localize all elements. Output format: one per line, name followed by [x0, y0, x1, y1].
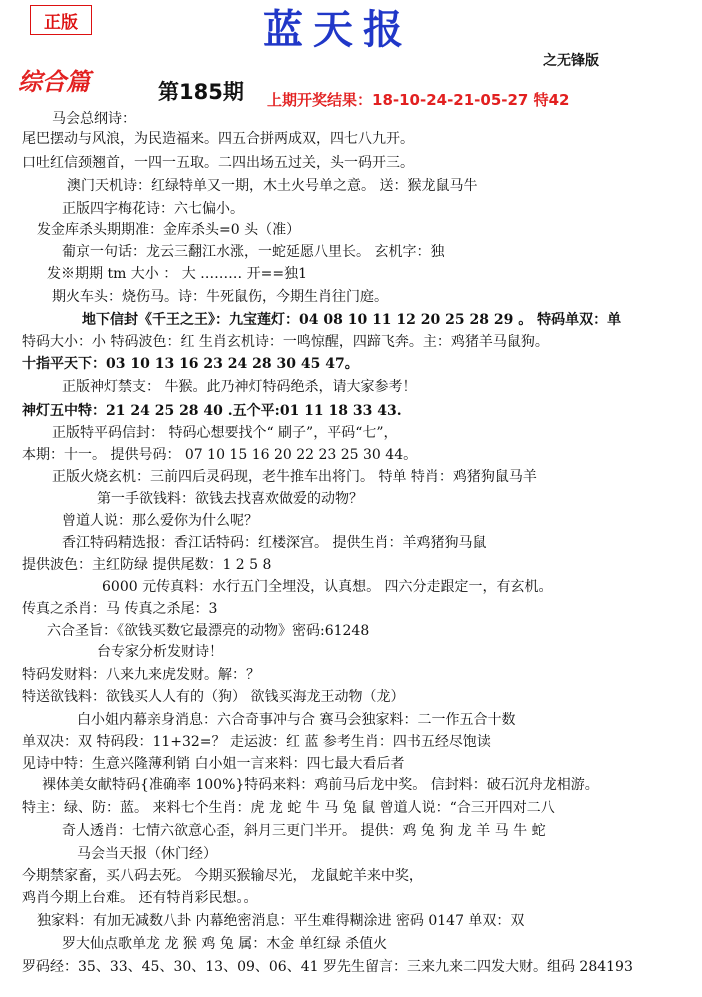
- text-line: 奇人透肖：七情六欲意心歪，斜月三更门半开。 提供：鸡 兔 狗 龙 羊 马 牛 蛇: [62, 823, 546, 839]
- newspaper-title: 蓝天报: [263, 6, 413, 53]
- edition-label: 之无锋版: [543, 53, 599, 69]
- text-line: 见诗中特：生意兴隆薄利销 白小姐一言来料：四七最大看后者: [22, 756, 405, 772]
- text-line: 本期：十一。 提供号码： 07 10 15 16 20 22 23 25 30 44。: [22, 447, 418, 463]
- authentic-badge: 正版: [30, 5, 92, 35]
- text-line: 发金库杀头期期准：金库杀头=0 头（准）: [37, 222, 301, 238]
- text-line: 葡京一句话：龙云三翻江水涨，一蛇延愿八里长。 玄机字：独: [62, 244, 445, 260]
- text-line: 特码大小：小 特码波色：红 生肖玄机诗：一鸣惊醒，四蹄飞奔。主：鸡猪羊马鼠狗。: [22, 334, 549, 350]
- text-line: 马会总纲诗：: [52, 111, 136, 127]
- text-line: 特送欲钱料：欲钱买人人有的（狗） 欲钱买海龙王动物（龙）: [22, 689, 405, 705]
- text-line: 发※期期 tm 大小 ： 大 ……… 开==独1: [47, 266, 307, 282]
- text-line: 曾道人说：那么爱你为什么呢？: [62, 513, 258, 529]
- last-draw-result: 上期开奖结果：18-10-24-21-05-27 特42: [267, 91, 570, 109]
- section-title: 综合篇: [18, 67, 90, 96]
- text-line: 口吐红信颈翘首，一四一五取。二四出场五过关，头一码开三。: [22, 155, 414, 171]
- text-line: 正版四字梅花诗：六七偏小。: [62, 201, 244, 217]
- text-line: 6000 元传真料：水行五门全埋没，认真想。 四六分走跟定一，有玄机。: [102, 579, 553, 595]
- text-line: 传真之杀肖：马 传真之杀尾：3: [22, 601, 218, 617]
- text-line: 正版神灯禁支： 牛猴。此乃神灯特码绝杀，请大家参考！: [62, 379, 417, 395]
- text-line: 香江特码精选报：香江话特码：红楼深宫。 提供生肖：羊鸡猪狗马鼠: [62, 535, 487, 551]
- text-line: 提供波色：主红防绿 提供尾数：1 2 5 8: [22, 557, 272, 573]
- text-line: 澳门天机诗：红绿特单又一期，木土火号单之意。 送：猴龙鼠马牛: [67, 178, 478, 194]
- text-line: 单双决：双 特码段：11+32=？ 走运波：红 蓝 参考生肖：四书五经尽饱读: [22, 734, 491, 750]
- text-line: 六合圣旨：《欲钱买数它最漂亮的动物》密码:61248: [47, 623, 370, 639]
- text-line: 今期禁家畜，买八码去死。 今期买猴输尽光， 龙鼠蛇羊来中奖，: [22, 868, 423, 884]
- text-line: 鸡肖今期上台难。 还有特肖彩民想。。: [22, 890, 258, 906]
- text-line: 尾巴摆动与风浪，为民造福来。四五合拼两成双，四七八九开。: [22, 131, 414, 147]
- issue-number: 第185期: [158, 80, 244, 104]
- text-line: 台专家分析发财诗！: [97, 644, 223, 660]
- text-line: 正版火烧玄机：三前四后灵码现，老牛推车出将门。 特单 特肖：鸡猪狗鼠马羊: [52, 469, 537, 485]
- text-line: 地下信封《千王之王》：九宝莲灯：04 08 10 11 12 20 25 28 29 。 特码单双：单: [82, 312, 622, 328]
- text-line: 特主：绿、防：蓝。 来料七个生肖：虎 龙 蛇 牛 马 兔 鼠 曾道人说：“合三开四对二八: [22, 800, 555, 816]
- text-line: 神灯五中特：21 24 25 28 40 .五个平:01 11 18 33 43.: [22, 403, 402, 419]
- text-line: 正版特平码信封： 特码心想要找个“ 刷子”，平码“七”，: [52, 425, 398, 441]
- text-line: 特码发财料：八来九来虎发财。解：？: [22, 667, 260, 683]
- text-line: 期火车头：烧伤马。诗：牛死鼠伤，今期生肖往门庭。: [52, 289, 388, 305]
- text-line: 独家料：有加无减数八卦 内幕绝密消息：平生难得糊涂进 密码 0147 单双：双: [37, 913, 525, 929]
- text-line: 十指平天下：03 10 13 16 23 24 28 30 45 47。: [22, 356, 359, 372]
- text-line: 罗码经：35、33、45、30、13、09、06、41 罗先生留言：三来九来二四发大财。组码 284193: [22, 959, 633, 975]
- text-line: 马会当天报（休门经）: [77, 846, 217, 862]
- text-line: 白小姐内幕亲身消息：六合奇事冲与合 赛马会独家料：二一作五合十数: [77, 712, 516, 728]
- text-line: 第一手欲钱料：欲钱去找喜欢做爱的动物？: [97, 491, 363, 507]
- text-line: 裸体美女献特码{准确率 100%}特码来料：鸡前马后龙中奖。 信封料：破石沉舟龙相游。: [42, 777, 599, 793]
- text-line: 罗大仙点歌单龙 龙 猴 鸡 兔 属：木金 单红绿 杀值火: [62, 936, 388, 952]
